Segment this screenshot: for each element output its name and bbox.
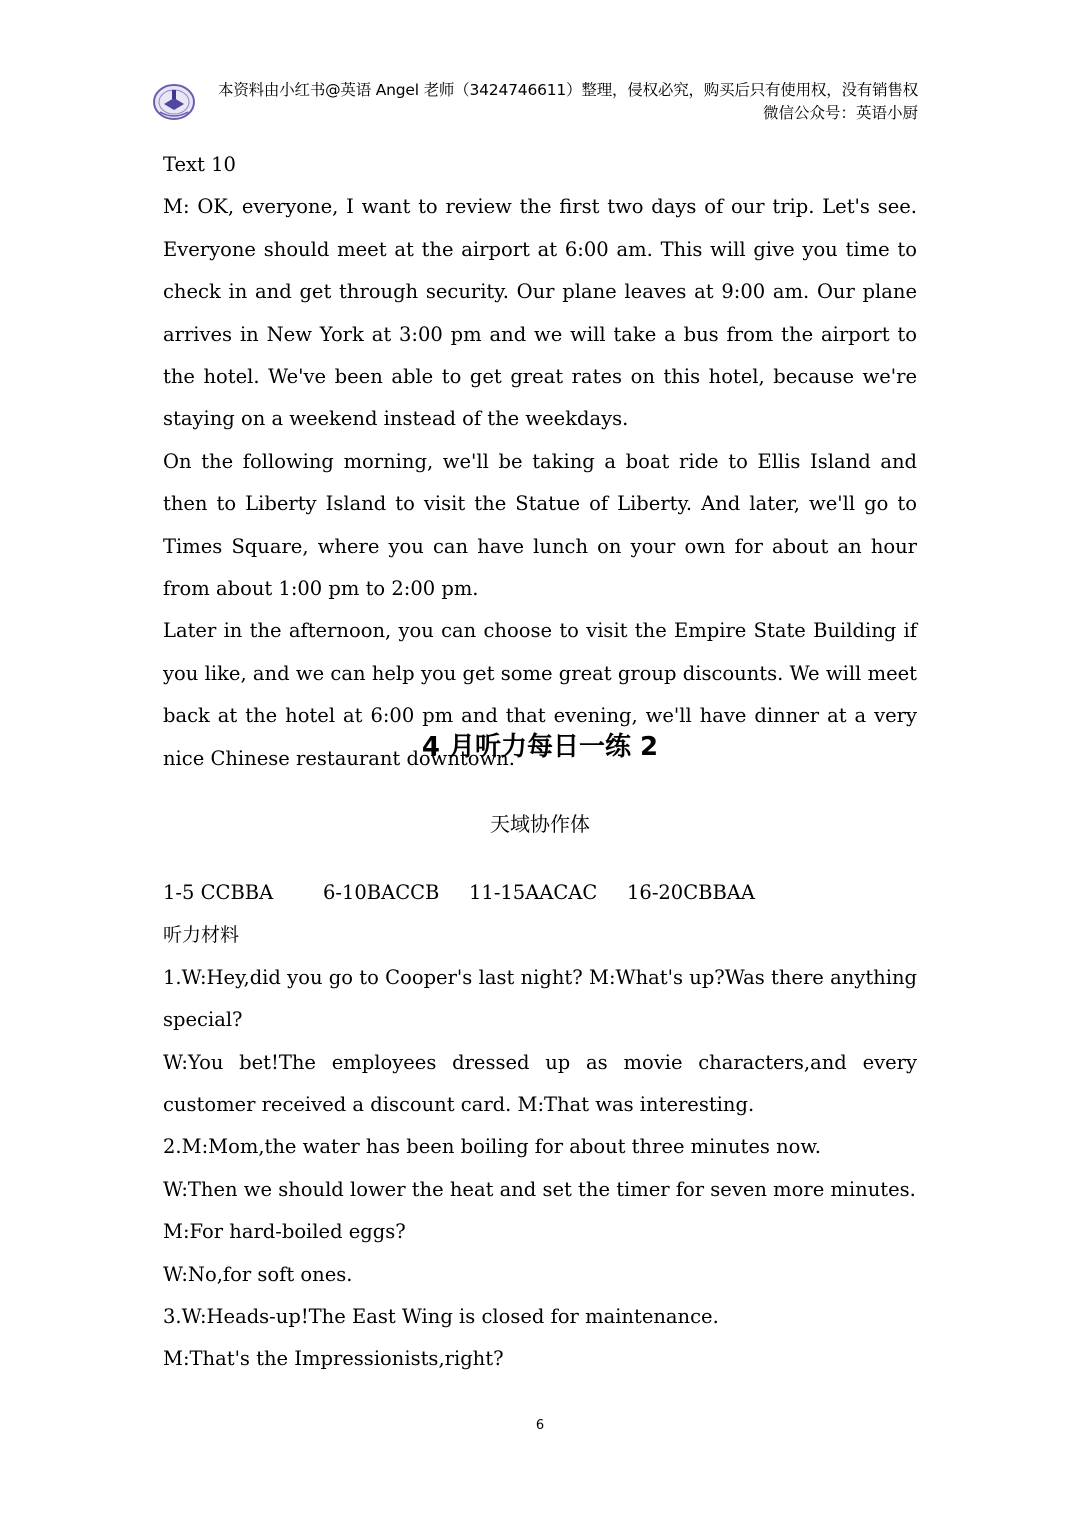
header-copyright-line: 本资料由小红书@英语 Angel 老师（3424746611）整理，侵权必究，购买后只有使用权，没有销售权 (218, 81, 918, 99)
text10-section (163, 144, 917, 780)
material-label: 听力材料 (163, 924, 240, 947)
transcript-line: M:That's the Impressionists,right? (163, 1347, 504, 1371)
transcript-line: 1.W:Hey,did you go to Cooper's last night? M:What's up?Was there anything special? (163, 965, 917, 1032)
transcript-line: 3.W:Heads-up!The East Wing is closed for maintenance. (163, 1305, 719, 1329)
answers-and-transcript (163, 872, 917, 1381)
answer-group: 16-20CBBAA (627, 881, 755, 904)
transcript-line: W:Then we should lower the heat and set the timer for seven more minutes. (163, 1177, 916, 1201)
transcript-line: 2.M:Mom,the water has been boiling for about three minutes now. (163, 1135, 821, 1159)
header-wechat-line: 微信公众号：英语小厨 (762, 104, 918, 122)
text10-heading: Text 10 (163, 153, 236, 176)
page-header (152, 76, 918, 124)
text10-paragraph: Later in the afternoon, you can choose to visit the Empire State Building if you like, and we can help you get some great group discounts. We will meet back at the hotel at 6:00 pm and that evening, we'll have dinner at a very nice Chinese restaurant downtown. (163, 619, 917, 770)
answer-group: 1-5 CCBBA (163, 881, 274, 904)
text10-paragraph: On the following morning, we'll be taking a boat ride to Ellis Island and then to Liberty Island to visit the Statue of Liberty. And later, we'll go to Times Square, where you can have lunch on your own for about an hour from about 1:00 pm to 2:00 pm. (163, 449, 917, 601)
answer-group: 11-15AACAC (469, 881, 598, 904)
answer-group: 6-10BACCB (323, 881, 440, 904)
school-logo-icon (152, 82, 196, 122)
transcript-line: M:For hard-boiled eggs? (163, 1220, 406, 1244)
page-number: 6 (535, 1418, 545, 1433)
transcript-line: W:No,for soft ones. (163, 1262, 353, 1286)
section-subtitle: 天域协作体 (490, 812, 590, 836)
transcript-line: W:You bet!The employees dressed up as movie characters,and every customer received a discount card. M:That was interesting. (163, 1050, 917, 1117)
section-title: 4 月听力每日一练 2 (421, 732, 659, 762)
text10-paragraph: M: OK, everyone, I want to review the first two days of our trip. Let's see. Everyone should meet at the airport at 6:00 am. This will give you time to check in and get through security. Our plane leaves at 9:00 am. Our plane arrives in New York at 3:00 pm and we will take a bus from the airport to the hotel. We've been able to get great rates on this hotel, because we're staying on a weekend instead of the weekdays. (163, 195, 917, 431)
answer-key (163, 872, 917, 914)
